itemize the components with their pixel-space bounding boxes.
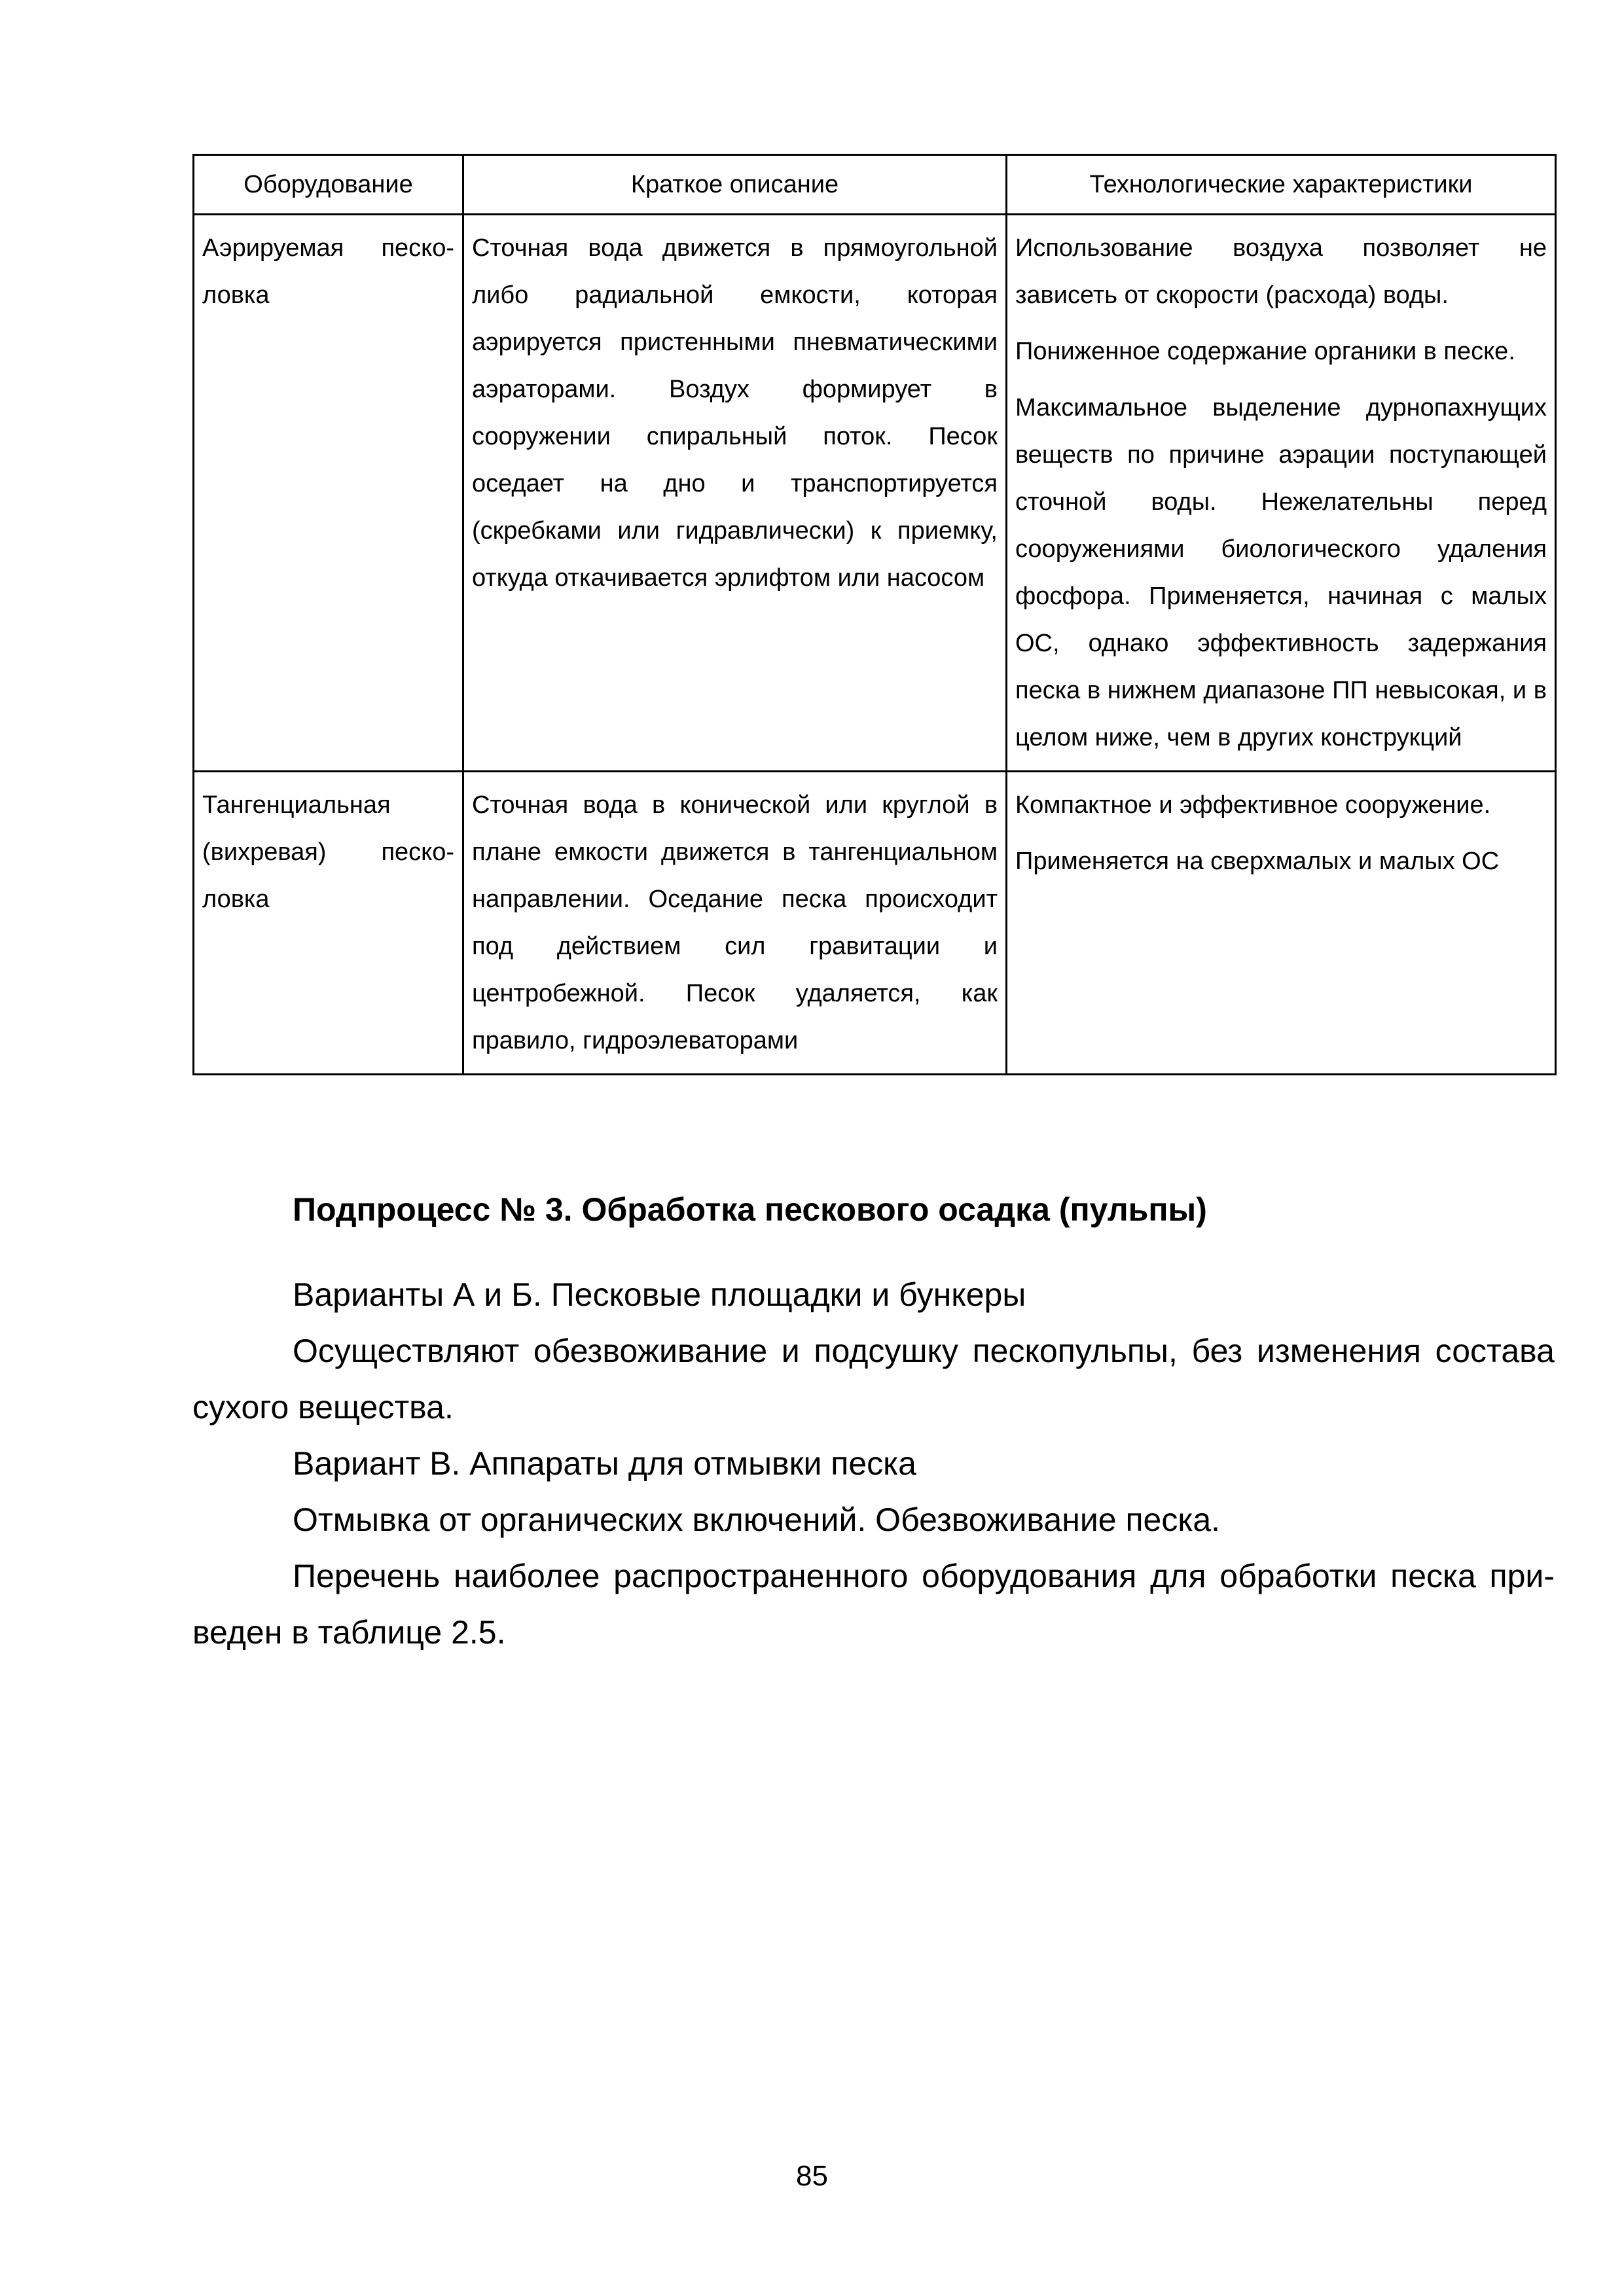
header-characteristics: Технологические характеристики bbox=[1007, 155, 1556, 215]
characteristic-item: Применяется на сверхмалых и малых ОС bbox=[1015, 848, 1500, 875]
cell-equipment: Тангенциальная (вихревая) песколовка bbox=[194, 772, 463, 1075]
cell-description: Сточная вода движется в прямоугольной либо радиальной емкости, которая аэрируется пристенными пневматическими аэраторами. Воздух формирует в сооружении спиральный поток. Песок оседает на дно и транспортируется (скребками или гидравлически) к приемку, откуда откачивается эрлифтом или насосом bbox=[463, 215, 1007, 772]
header-equipment: Оборудование bbox=[194, 155, 463, 215]
paragraph: Отмывка от органических включений. Обезвоживание песка. bbox=[293, 1501, 1221, 1538]
table-row bbox=[194, 772, 1556, 1075]
cell-description: Сточная вода в конической или круглой в плане емкости движется в тангенциальном направлении. Оседание песка происходит под действием сил гравитации и центробежной. Песок удаляется, как правило, гидроэлеваторами bbox=[463, 772, 1007, 1075]
paragraph: Вариант В. Аппараты для отмывки песка bbox=[293, 1445, 916, 1482]
paragraph: Осуществляют обезвоживание и подсушку пескопульпы, без изменения состава сухого вещества. bbox=[192, 1333, 1555, 1426]
table-row bbox=[194, 215, 1556, 772]
paragraph: Перечень наиболее распространенного оборудования для обработки песка приведен в таблице 2.5. bbox=[192, 1558, 1555, 1651]
characteristic-item: Использование воздуха позволяет не зависеть от скорости (расхода) воды. bbox=[1015, 234, 1547, 309]
cell-characteristics bbox=[1007, 215, 1556, 772]
cell-equipment: Аэрируемая песколовка bbox=[194, 215, 463, 772]
characteristic-item: Максимальное выделение дурнопахнущих веществ по причине аэрации поступающей сточной воды. Нежелательны перед сооружениями биологического удаления фосфора. Применяется, начиная с малых ОС, однако эффективность задержания песка в нижнем диапазоне ПП невысокая, и в целом ниже, чем в других конструкций bbox=[1015, 394, 1547, 751]
section-heading: Подпроцесс № 3. Обработка пескового осадка (пульпы) bbox=[293, 1191, 1207, 1228]
paragraph: Варианты А и Б. Песковые площадки и бункеры bbox=[293, 1276, 1026, 1313]
cell-characteristics bbox=[1007, 772, 1556, 1075]
table-header-row bbox=[194, 155, 1556, 215]
page-number: 85 bbox=[796, 2160, 828, 2192]
section-body bbox=[192, 1181, 1555, 1660]
characteristic-item: Компактное и эффективное сооружение. bbox=[1015, 791, 1491, 819]
characteristic-item: Пониженное содержание органики в песке. bbox=[1015, 338, 1515, 365]
equipment-table bbox=[192, 154, 1557, 1075]
header-description: Краткое описание bbox=[463, 155, 1007, 215]
